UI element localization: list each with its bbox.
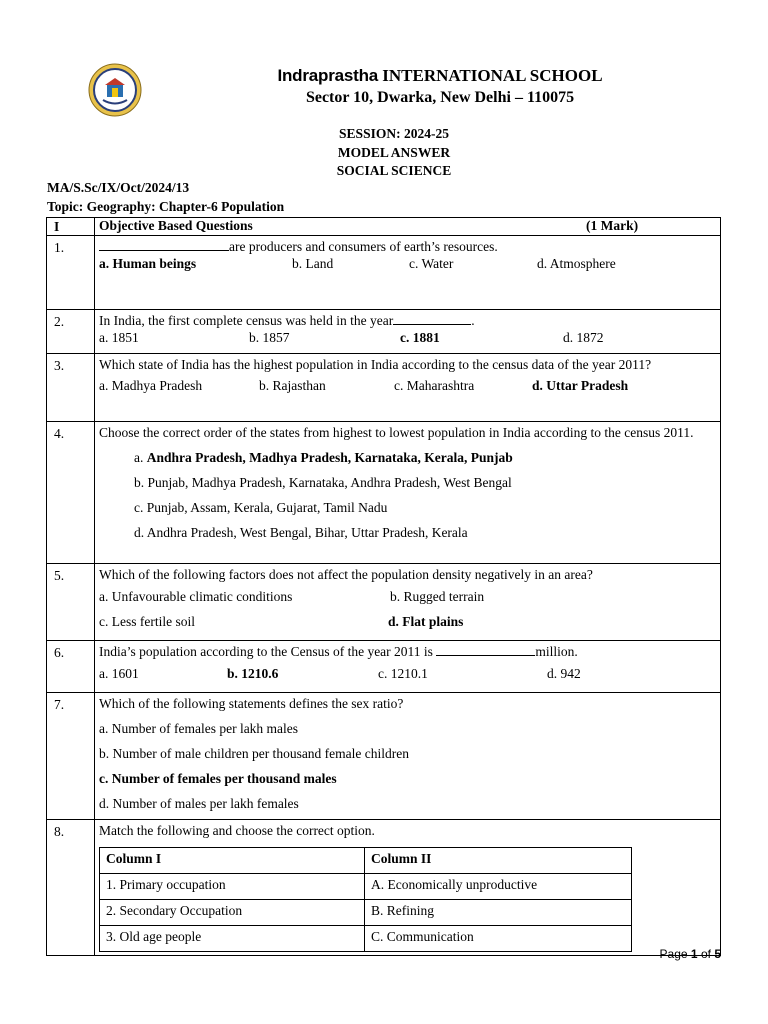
doc-type: MODEL ANSWER [337, 145, 451, 160]
option-a: a. Unfavourable climatic conditions [99, 589, 293, 604]
question-text: India’s population according to the Census of the year 2011 is million. [99, 644, 578, 659]
option-b: b. Number of male children per thousand female children [99, 746, 410, 761]
question-text: Which state of India has the highest population in India according to the census data of the year 2011? [99, 357, 652, 372]
option-c: c. 1210.1 [378, 666, 428, 681]
answer-blank [436, 643, 535, 656]
question-row [47, 820, 721, 956]
option-d: d. Atmosphere [537, 256, 616, 271]
subject: SOCIAL SCIENCE [336, 163, 452, 178]
answer-blank [99, 238, 229, 251]
match-header-col1: Column I [100, 848, 365, 874]
option-d: d. 1872 [563, 330, 604, 345]
session: SESSION: 2024-25 [339, 126, 449, 141]
question-row [47, 236, 721, 310]
section-title: Objective Based Questions [99, 218, 253, 233]
option-c: c. Water [409, 256, 454, 271]
option-b: b. 1210.6 [227, 666, 279, 681]
option-a: a. Andhra Pradesh, Madhya Pradesh, Karnataka, Kerala, Punjab [134, 450, 513, 465]
question-row [47, 641, 721, 693]
options [99, 256, 716, 275]
options [99, 589, 716, 608]
section-number: I [47, 218, 95, 236]
option-a: a. Madhya Pradesh [99, 378, 203, 393]
question-number: 1. [47, 236, 95, 310]
question-text: Choose the correct order of the states from highest to lowest population in India according to the census 2011. [99, 425, 694, 440]
match-header-col2: Column II [365, 848, 632, 874]
match-cell: A. Economically unproductive [365, 874, 632, 900]
document-code: MA/S.Sc/IX/Oct/2024/13 [47, 180, 190, 195]
question-row [47, 693, 721, 820]
option-d: d. Uttar Pradesh [532, 378, 629, 393]
question-number: 6. [47, 641, 95, 693]
section-marks: (1 Mark) [586, 218, 639, 233]
options [99, 716, 716, 816]
question-text: are producers and consumers of earth’s resources. [99, 238, 716, 255]
option-a: a. 1601 [99, 666, 139, 681]
option-b: b. Punjab, Madhya Pradesh, Karnataka, Andhra Pradesh, West Bengal [134, 475, 512, 490]
question-number: 5. [47, 564, 95, 641]
match-cell: C. Communication [365, 926, 632, 952]
option-d: d. Number of males per lakh females [99, 796, 299, 811]
option-c: c. Maharashtra [394, 378, 475, 393]
question-text: Which of the following factors does not affect the population density negatively in an area? [99, 567, 593, 582]
answer-blank [393, 312, 471, 325]
question-row [47, 422, 721, 564]
option-c: c. Punjab, Assam, Kerala, Gujarat, Tamil Nadu [134, 500, 388, 515]
option-c: c. 1881 [400, 330, 440, 345]
page-number: Page 1 of 5 [659, 947, 721, 961]
school-logo [88, 63, 142, 117]
question-text: In India, the first complete census was held in the year . [99, 313, 475, 328]
option-a: a. Human beings [99, 256, 197, 271]
options [99, 378, 716, 397]
questions-table [46, 217, 721, 956]
section-header-row [47, 218, 721, 236]
match-cell: 1. Primary occupation [100, 874, 365, 900]
question-number: 8. [47, 820, 95, 956]
option-a: a. 1851 [99, 330, 139, 345]
question-row [47, 564, 721, 641]
option-b: b. Rajasthan [259, 378, 326, 393]
option-b: b. Land [292, 256, 334, 271]
question-text: Which of the following statements defines the sex ratio? [99, 696, 404, 711]
question-number: 2. [47, 310, 95, 354]
topic: Topic: Geography: Chapter-6 Population [47, 199, 285, 214]
option-b: b. Rugged terrain [390, 589, 485, 604]
match-row [100, 900, 632, 926]
question-number: 4. [47, 422, 95, 564]
question-row [47, 354, 721, 422]
match-header-row [100, 848, 632, 874]
school-address: Sector 10, Dwarka, New Delhi – 110075 [305, 89, 575, 106]
options [99, 445, 716, 545]
question-number: 3. [47, 354, 95, 422]
question-number: 7. [47, 693, 95, 820]
option-d: d. Flat plains [388, 614, 464, 629]
school-name: Indraprastha INTERNATIONAL SCHOOL [277, 66, 603, 85]
match-cell: 3. Old age people [100, 926, 365, 952]
option-a: a. Number of females per lakh males [99, 721, 299, 736]
question-row [47, 310, 721, 354]
options [99, 330, 716, 349]
match-row [100, 926, 632, 952]
options [99, 614, 716, 633]
match-row [100, 874, 632, 900]
question-text: Match the following and choose the correct option. [99, 823, 375, 838]
match-cell: B. Refining [365, 900, 632, 926]
option-d: d. 942 [547, 666, 581, 681]
option-b: b. 1857 [249, 330, 290, 345]
option-d: d. Andhra Pradesh, West Bengal, Bihar, Uttar Pradesh, Kerala [134, 525, 468, 540]
match-table [99, 847, 632, 952]
match-cell: 2. Secondary Occupation [100, 900, 365, 926]
option-c: c. Less fertile soil [99, 614, 195, 629]
options [99, 666, 716, 685]
option-c: c. Number of females per thousand males [99, 771, 337, 786]
